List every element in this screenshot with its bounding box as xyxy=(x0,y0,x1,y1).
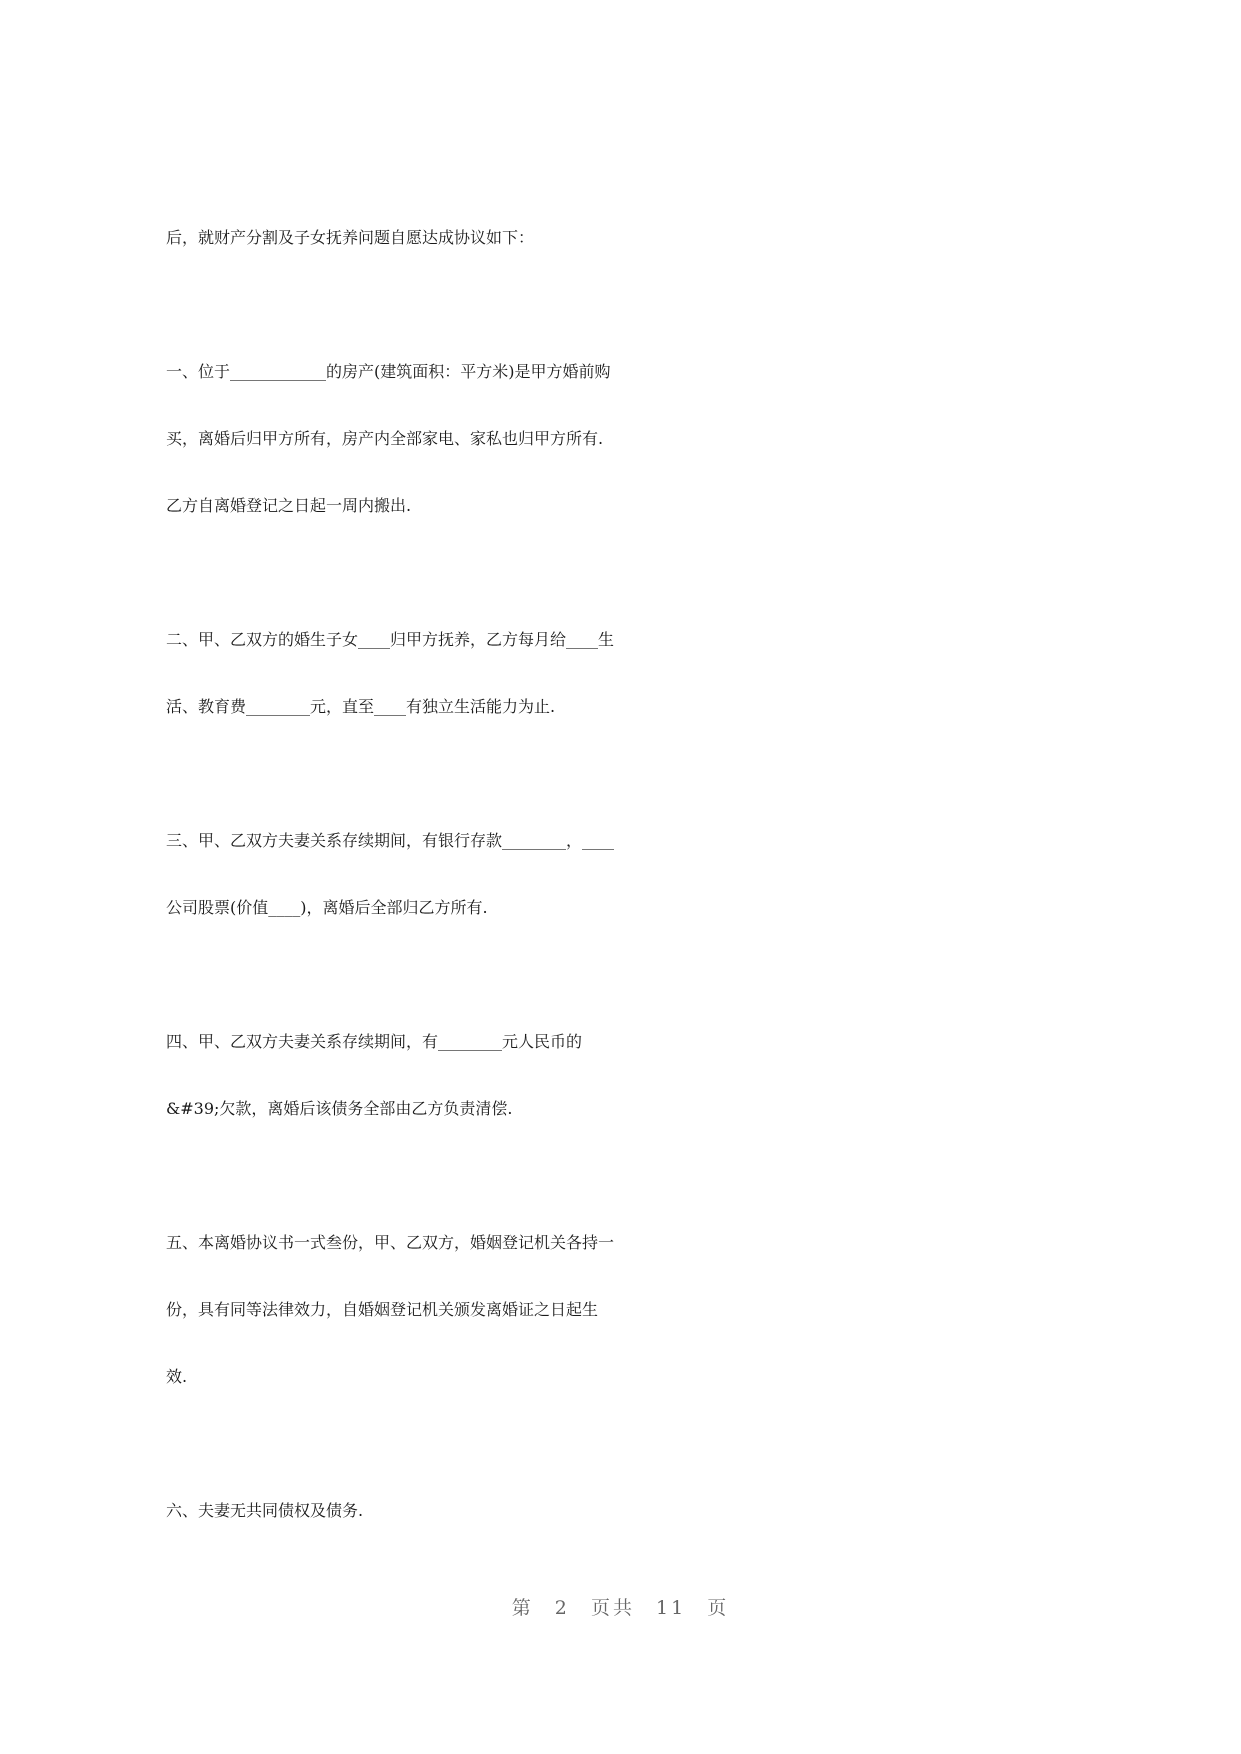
intro-line: 后，就财产分割及子女抚养问题自愿达成协议如下： xyxy=(166,228,535,247)
footer-page-number: 2 xyxy=(554,1597,570,1619)
clause-3-line-1: 三、甲、乙双方夫妻关系存续期间，有银行存款________，____ xyxy=(166,831,615,850)
clause-3-line-2: 公司股票(价值____)，离婚后全部归乙方所有. xyxy=(166,898,488,917)
paragraph-gap xyxy=(166,761,1098,828)
clause-4-line-1: 四、甲、乙双方夫妻关系存续期间，有________元人民币的 xyxy=(166,1032,583,1051)
clause-5-line-2: 份，具有同等法律效力，自婚姻登记机关颁发离婚证之日起生 xyxy=(166,1300,599,1319)
paragraph-gap xyxy=(166,962,1098,1029)
footer-prefix: 第 xyxy=(511,1597,534,1619)
clause-6-line-1: 六、夫妻无共同债权及债务. xyxy=(166,1501,364,1520)
footer-middle: 页共 xyxy=(590,1597,635,1619)
paragraph-gap xyxy=(166,1163,1098,1230)
paragraph-gap xyxy=(166,1431,1098,1498)
clause-1-line-1: 一、位于____________的房产(建筑面积：平方米)是甲方婚前购 xyxy=(166,362,611,381)
footer-total-pages: 11 xyxy=(656,1597,687,1619)
clause-5-line-1: 五、本离婚协议书一式叁份，甲、乙双方，婚姻登记机关各持一 xyxy=(166,1233,615,1252)
clause-2-line-2: 活、教育费________元，直至____有独立生活能力为止. xyxy=(166,697,556,716)
clause-5-line-3: 效. xyxy=(166,1367,188,1386)
clause-1-line-3: 乙方自离婚登记之日起一周内搬出. xyxy=(166,496,412,515)
paragraph-gap xyxy=(166,292,1098,359)
clause-1-line-2: 买，离婚后归甲方所有，房产内全部家电、家私也归甲方所有. xyxy=(166,429,604,448)
page-footer xyxy=(0,1593,1241,1620)
clause-2-line-1: 二、甲、乙双方的婚生子女____归甲方抚养，乙方每月给____生 xyxy=(166,630,615,649)
clause-4-line-2: &#39;欠款，离婚后该债务全部由乙方负责清偿. xyxy=(166,1099,513,1118)
footer-suffix: 页 xyxy=(707,1597,730,1619)
paragraph-gap xyxy=(166,560,1098,627)
document-body xyxy=(166,225,1098,1565)
